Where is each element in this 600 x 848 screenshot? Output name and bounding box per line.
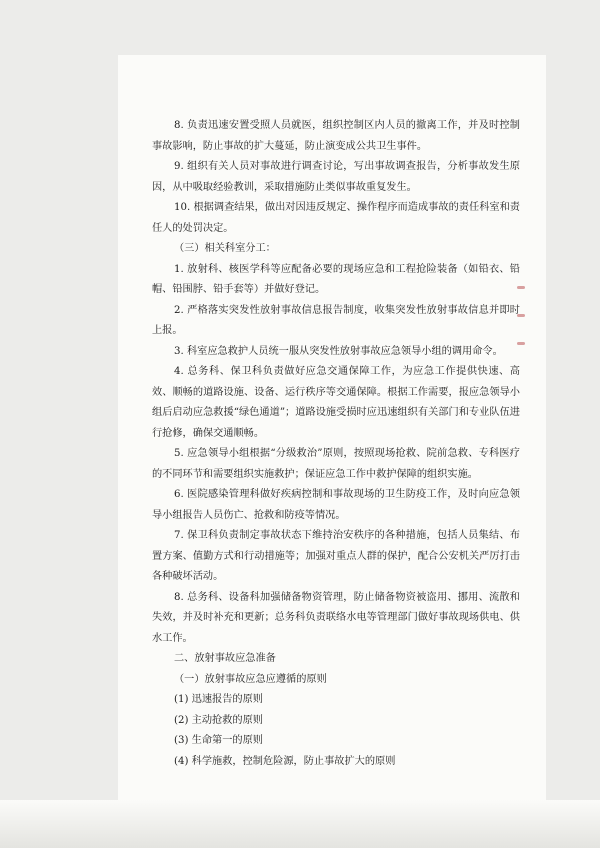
duty-item-1: 1. 放射科、核医学科等应配备必要的现场应急和工程抢险装备（如铅衣、铅帽、铅围脖、铅手套等）并做好登记。 — [152, 263, 520, 295]
principles-heading: （一）放射事故应急应遵循的原则 — [174, 673, 327, 685]
principle-item-4: (4) 科学施救，控制危险源，防止事故扩大的原则 — [174, 755, 396, 767]
principle-item-3: (3) 生命第一的原则 — [174, 735, 263, 746]
duty-item-7: 7. 保卫科负责制定事故状态下维持治安秩序的各种措施，包括人员集结、布置方案、值勤方式和行动措施等；加强对重点人群的保护，配合公安机关严厉打击各种破坏活动。 — [152, 530, 520, 582]
paragraph-9: 9. 组织有关人员对事故进行调查讨论，写出事故调查报告，分析事故发生原因，从中吸取经验教训，采取措施防止类似事故重复发生。 — [152, 161, 520, 193]
section-heading: （三）相关科室分工： — [174, 243, 276, 254]
document-body — [152, 116, 520, 772]
scan-bottom-shadow — [0, 800, 600, 848]
duty-item-2: 2. 严格落实突发性放射事故信息报告制度，收集突发性放射事故信息并即时上报。 — [152, 304, 520, 336]
paragraph-8: 8. 负责迅速安置受照人员就医，组织控制区内人员的撤离工作，并及时控制事故影响，防止事故的扩大蔓延，防止演变成公共卫生事件。 — [152, 120, 520, 152]
paragraph-10: 10. 根据调查结果，做出对因违反规定、操作程序而造成事故的责任科室和责任人的处罚决定。 — [152, 202, 520, 234]
principle-item-2: (2) 主动抢救的原则 — [174, 714, 263, 726]
duty-item-3: 3. 科室应急救护人员统一服从突发性放射事故应急领导小组的调用命令。 — [174, 345, 503, 357]
principle-item-1: (1) 迅速报告的原则 — [174, 694, 263, 705]
duty-item-5: 5. 应急领导小组根据“分级救治”原则，按照现场抢救、院前急救、专科医疗的不同环节和需要组织实施救护；保证应急工作中救护保障的组织实施。 — [152, 448, 520, 480]
chapter-heading: 二、放射事故应急准备 — [174, 653, 276, 664]
duty-item-8: 8. 总务科、设备科加强储备物资管理，防止储备物资被盗用、挪用、流散和失效，并及时补充和更新；总务科负责联络水电等管理部门做好事故现场供电、供水工作。 — [152, 591, 520, 644]
duty-item-6: 6. 医院感染管理科做好疾病控制和事故现场的卫生防疫工作，及时向应急领导小组报告人员伤亡、抢救和防疫等情况。 — [152, 489, 520, 521]
duty-item-4: 4. 总务科、保卫科负责做好应急交通保障工作，为应急工作提供快速、高效、顺畅的道路设施、设备、运行秩序等交通保障。根据工作需要，报应急领导小组后启动应急救援“绿色通道”；道路设施受损时应迅速组织有关部门和专业队伍进行抢修，确保交通顺畅。 — [152, 366, 520, 439]
